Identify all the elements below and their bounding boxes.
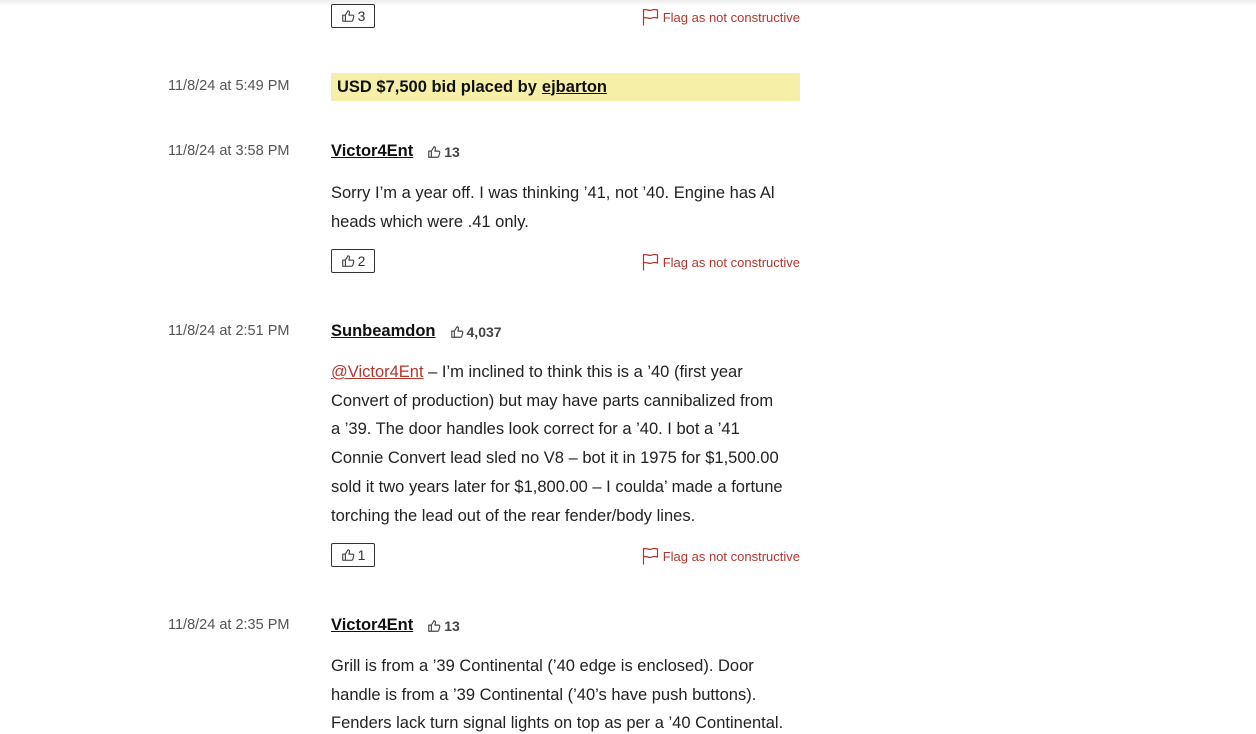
like-button[interactable] bbox=[331, 249, 375, 273]
mention-link[interactable]: @Victor4Ent bbox=[331, 363, 424, 381]
comment-line: Sorry I’m a year off. I was thinking ’41, not ’40. Engine has Al bbox=[331, 184, 775, 202]
comment-line: sold it two years later for $1,800.00 – I coulda’ made a fortune bbox=[331, 477, 783, 496]
flag-button[interactable] bbox=[642, 547, 800, 565]
reputation-value: 13 bbox=[444, 143, 460, 160]
thumbs-up-icon bbox=[450, 325, 464, 339]
comment-timestamp: 11/8/24 at 2:35 PM bbox=[168, 617, 290, 633]
comment-body bbox=[331, 179, 806, 236]
author-reputation bbox=[427, 144, 460, 160]
comment-line: a ’39. The door handles look correct for a ’40. I bot a ’41 bbox=[331, 420, 740, 439]
like-count: 2 bbox=[357, 253, 366, 269]
bid-text: USD $7,500 bid placed by bbox=[337, 77, 537, 96]
reputation-value: 4,037 bbox=[466, 323, 502, 340]
comment-body bbox=[331, 358, 806, 530]
comment-timestamp: 11/8/24 at 2:51 PM bbox=[168, 323, 290, 339]
thumbs-up-icon bbox=[341, 9, 355, 23]
comment-timestamp: 11/8/24 at 3:58 PM bbox=[168, 143, 290, 159]
flag-button[interactable] bbox=[642, 8, 800, 26]
comment-line: Grill is from a ’39 Continental (’40 edge is enclosed). Door bbox=[331, 657, 754, 675]
comment-line: torching the lead out of the rear fender/body lines. bbox=[331, 506, 696, 525]
flag-label: Flag as not constructive bbox=[662, 548, 800, 564]
flag-icon bbox=[642, 547, 659, 565]
like-button[interactable] bbox=[331, 4, 375, 28]
author-link[interactable]: Sunbeamdon bbox=[331, 322, 436, 340]
comment-author-row bbox=[331, 322, 502, 341]
thumbs-up-icon bbox=[341, 548, 355, 562]
comment-author-row bbox=[331, 142, 460, 161]
bid-timestamp: 11/8/24 at 5:49 PM bbox=[168, 78, 290, 94]
comment-line-rest: – I’m inclined to think this is a ’40 (first year bbox=[423, 363, 743, 381]
like-count: 1 bbox=[357, 547, 366, 563]
thumbs-up-icon bbox=[427, 619, 441, 633]
flag-icon bbox=[642, 253, 659, 271]
comment-author-row bbox=[331, 616, 460, 635]
flag-button[interactable] bbox=[642, 253, 800, 271]
bid-banner bbox=[331, 73, 800, 101]
thumbs-up-icon bbox=[427, 145, 441, 159]
bidder-link[interactable]: ejbarton bbox=[541, 77, 608, 96]
comment-line: Connie Convert lead sled no V8 – bot it in 1975 for $1,500.00 bbox=[331, 449, 779, 468]
like-button[interactable] bbox=[331, 543, 375, 567]
comment-line: Convert of production) but may have parts cannibalized from bbox=[331, 391, 774, 410]
comment-line: handle is from a ’39 Continental (’40’s have push buttons). bbox=[331, 685, 757, 704]
comment-line bbox=[331, 358, 806, 387]
thumbs-up-icon bbox=[341, 254, 355, 268]
author-reputation bbox=[427, 618, 460, 634]
author-link[interactable]: Victor4Ent bbox=[331, 616, 414, 634]
author-reputation bbox=[450, 324, 502, 340]
flag-label: Flag as not constructive bbox=[662, 9, 800, 25]
flag-icon bbox=[642, 8, 659, 26]
reputation-value: 13 bbox=[444, 617, 460, 634]
comment-line: heads which were .41 only. bbox=[331, 212, 529, 231]
comment-body bbox=[331, 652, 806, 734]
header-shadow bbox=[0, 0, 1256, 6]
author-link[interactable]: Victor4Ent bbox=[331, 142, 414, 160]
like-count: 3 bbox=[357, 8, 366, 24]
flag-label: Flag as not constructive bbox=[662, 254, 800, 270]
comment-line: Fenders lack turn signal lights on top as per a ’40 Continental. bbox=[331, 714, 784, 733]
